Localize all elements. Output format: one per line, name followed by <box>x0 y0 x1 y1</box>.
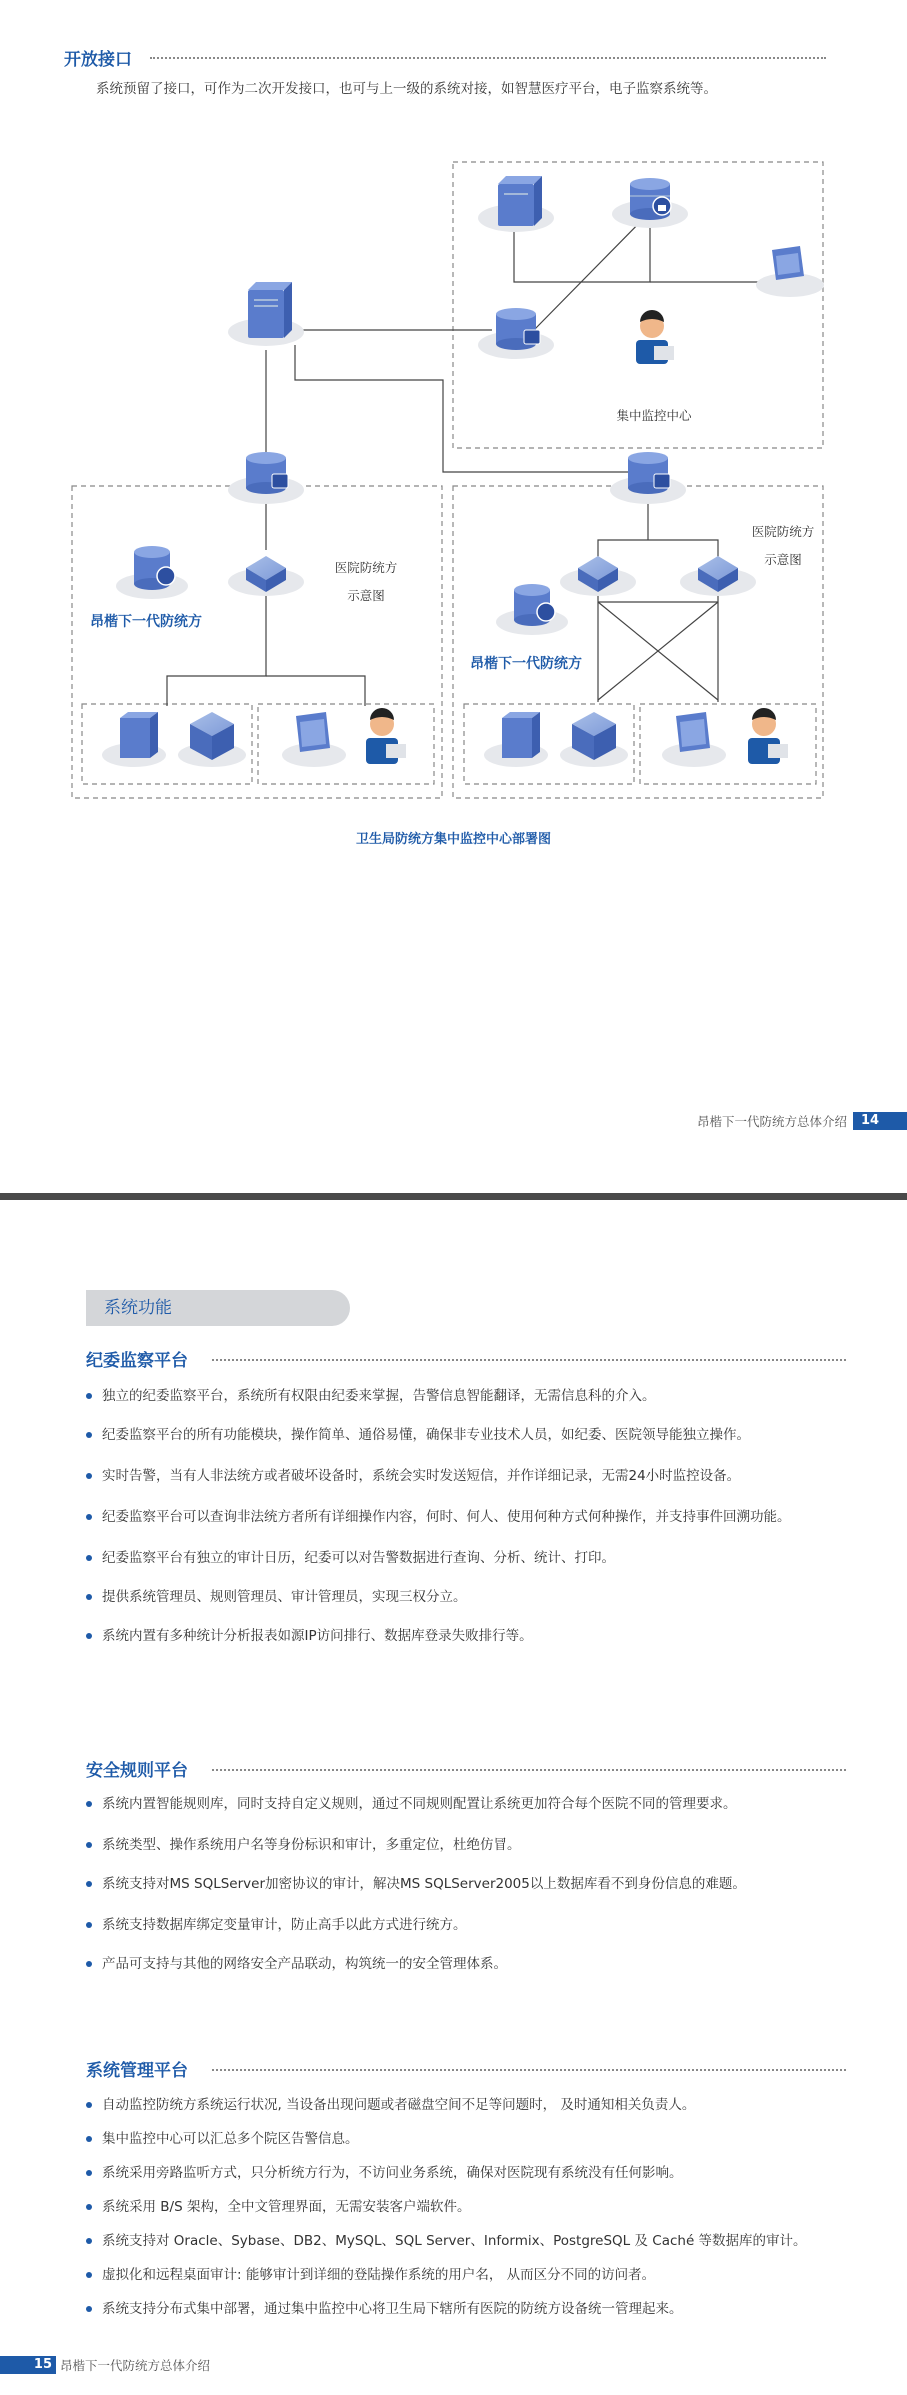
left-client-laptop-icon <box>282 712 346 767</box>
list-item: 系统支持对 Oracle、Sybase、DB2、MySQL、SQL Server、Informix、PostgreSQL 及 Caché 等数据库的审计。 <box>86 2230 846 2252</box>
left-switch-icon <box>228 556 304 596</box>
right-client-person-icon <box>748 708 788 764</box>
left-app-server-icon <box>178 712 246 767</box>
list-item: 集中监控中心可以汇总多个院区告警信息。 <box>86 2128 846 2150</box>
right-gateway-icon <box>610 452 686 504</box>
right-client-laptop-icon <box>662 712 726 767</box>
list-item: 自动监控防统方系统运行状况, 当设备出现问题或者磁盘空间不足等问题时， 及时通知相关负责人。 <box>86 2094 846 2116</box>
intro-paragraph: 系统预留了接口，可作为二次开发接口，也可与上一级的系统对接，如智慧医疗平台，电子监察系统等。 <box>96 81 717 97</box>
list-item: 虚拟化和远程桌面审计: 能够审计到详细的登陆操作系统的用户名， 从而区分不同的访问者。 <box>86 2264 846 2286</box>
system-management-list <box>86 2094 846 2320</box>
right-product-database-icon <box>496 584 568 635</box>
left-db-server-icon <box>102 712 166 767</box>
center-gateway-icon <box>478 308 554 359</box>
section-divider <box>212 2069 846 2071</box>
section-title-discipline: 纪委监察平台 <box>86 1351 188 1371</box>
page-number: 15 <box>0 2356 56 2374</box>
section-divider <box>212 1359 846 1361</box>
left-gateway-icon <box>228 452 304 504</box>
list-item: 纪委监察平台有独立的审计日历，纪委可以对告警数据进行查询、分析、统计、打印。 <box>86 1547 846 1569</box>
top-server-icon <box>228 282 304 346</box>
list-item: 系统支持对MS SQLServer加密协议的审计，解决MS SQLServer2005以上数据库看不到身份信息的难题。 <box>86 1873 846 1895</box>
page-divider <box>0 1193 907 1200</box>
right-hospital-label-2: 示意图 <box>764 552 802 567</box>
left-hospital-label-2: 示意图 <box>347 588 385 603</box>
section-title-system-management: 系统管理平台 <box>86 2061 188 2081</box>
list-item: 系统采用旁路监听方式，只分析统方行为，不访问业务系统，确保对医院现有系统没有任何影响。 <box>86 2162 846 2184</box>
section-title-security-rules: 安全规则平台 <box>86 1761 188 1781</box>
left-product-database-icon <box>116 546 188 599</box>
right-app-server-icon <box>560 712 628 767</box>
section-divider <box>212 1769 846 1771</box>
list-item: 纪委监察平台可以查询非法统方者所有详细操作内容，何时、何人、使用何种方式何种操作，并支持事件回溯功能。 <box>86 1506 846 1528</box>
page-15-footer <box>0 2356 210 2374</box>
page-number: 14 <box>853 1112 907 1130</box>
deployment-diagram <box>0 0 907 860</box>
right-switch-a-icon <box>560 556 636 596</box>
center-operator-icon <box>636 310 674 364</box>
right-client-group-box <box>640 704 816 784</box>
right-db-server-icon <box>484 712 548 767</box>
list-item: 产品可支持与其他的网络安全产品联动，构筑统一的安全管理体系。 <box>86 1953 846 1975</box>
left-product-label: 昂楷下一代防统方 <box>90 614 202 630</box>
center-laptop-icon <box>756 246 824 297</box>
page-14-footer <box>697 1112 907 1130</box>
list-item: 系统支持数据库绑定变量审计，防止高手以此方式进行统方。 <box>86 1914 846 1936</box>
list-item: 系统内置有多种统计分析报表如源IP访问排行、数据库登录失败排行等。 <box>86 1625 846 1647</box>
list-item: 实时告警，当有人非法统方或者破坏设备时，系统会实时发送短信，并作详细记录，无需24小时监控设备。 <box>86 1465 846 1487</box>
discipline-list <box>86 1385 846 1647</box>
right-hospital-label-1: 医院防统方 <box>751 524 815 539</box>
footer-doc-title: 昂楷下一代防统方总体介绍 <box>60 2358 211 2373</box>
center-zone-label: 集中监控中心 <box>616 408 692 423</box>
list-item: 系统采用 B/S 架构，全中文管理界面，无需安装客户端软件。 <box>86 2196 846 2218</box>
right-switch-b-icon <box>680 556 756 596</box>
security-rules-list <box>86 1793 846 1975</box>
footer-doc-title: 昂楷下一代防统方总体介绍 <box>696 1114 847 1129</box>
left-hospital-label-1: 医院防统方 <box>334 560 398 575</box>
list-item: 提供系统管理员、规则管理员、审计管理员，实现三权分立。 <box>86 1586 846 1608</box>
section-title-open-interface: 开放接口 <box>64 50 132 70</box>
list-item: 纪委监察平台的所有功能模块，操作简单、通俗易懂，确保非专业技术人员，如纪委、医院领导能独立操作。 <box>86 1424 846 1446</box>
center-server-icon <box>478 176 554 232</box>
list-item: 独立的纪委监察平台，系统所有权限由纪委来掌握，告警信息智能翻译，无需信息科的介入。 <box>86 1385 846 1407</box>
list-item: 系统类型、操作系统用户名等身份标识和审计，多重定位，杜绝仿冒。 <box>86 1834 846 1856</box>
center-database-lock-icon <box>612 178 688 228</box>
list-item: 系统内置智能规则库，同时支持自定义规则，通过不同规则配置让系统更加符合每个医院不同的管理要求。 <box>86 1793 846 1815</box>
diagram-caption: 卫生局防统方集中监控中心部署图 <box>355 832 551 847</box>
left-client-person-icon <box>366 708 406 764</box>
system-functions-title: 系统功能 <box>86 1290 350 1326</box>
list-item: 系统支持分布式集中部署，通过集中监控中心将卫生局下辖所有医院的防统方设备统一管理起来。 <box>86 2298 846 2320</box>
left-client-group-box <box>258 704 434 784</box>
right-product-label: 昂楷下一代防统方 <box>470 656 582 672</box>
